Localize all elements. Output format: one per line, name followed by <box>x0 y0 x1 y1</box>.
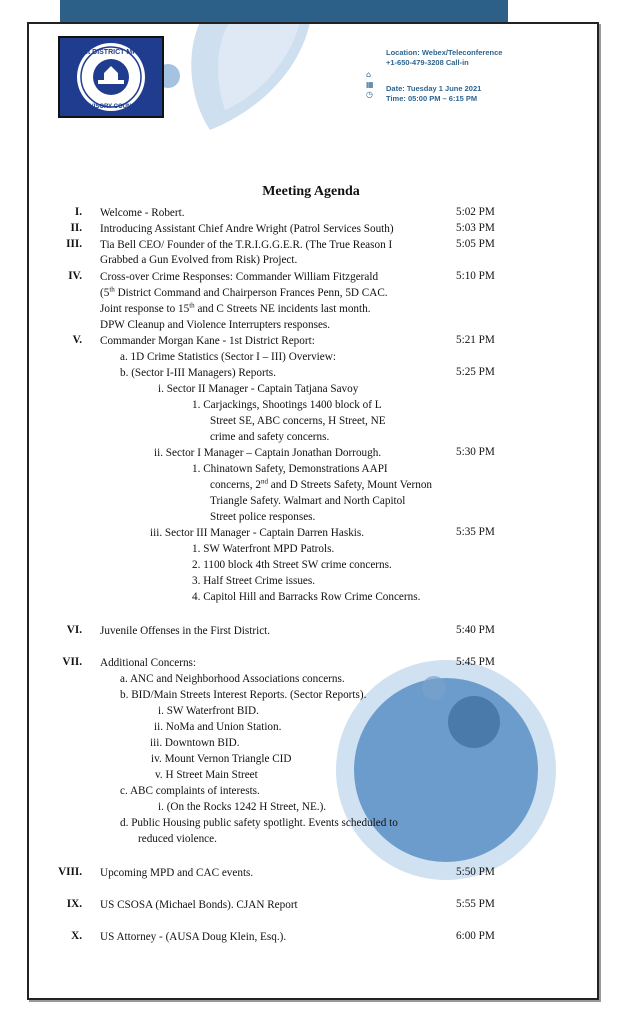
sub-item: iv. Mount Vernon Triangle CID <box>151 753 292 765</box>
sub-item: i. Sector II Manager - Captain Tatjana Savoy <box>158 383 359 395</box>
item-text: Grabbed a Gun Evolved from Risk) Project. <box>100 254 298 266</box>
item-time: 5:40 PM <box>456 624 495 636</box>
sub-item: concerns, 2nd and D Streets Safety, Mount Vernon <box>210 477 433 491</box>
item-number: VIII. <box>58 866 82 878</box>
item-time: 5:50 PM <box>456 866 495 878</box>
item-time: 6:00 PM <box>456 930 495 942</box>
calendar-icon: ▦ <box>366 80 374 89</box>
time-text: Time: 05:00 PM – 6:15 PM <box>386 94 478 103</box>
item-time: 5:03 PM <box>456 222 495 234</box>
sub-item: i. SW Waterfront BID. <box>158 705 259 717</box>
item-text: Juvenile Offenses in the First District. <box>100 625 271 637</box>
sub-item: b. BID/Main Streets Interest Reports. (Sector Reports). <box>120 689 367 701</box>
cac-logo <box>58 36 164 118</box>
item-time: 5:55 PM <box>456 898 495 910</box>
location-text: Location: Webex/Teleconference <box>386 48 503 57</box>
item-time: 5:45 PM <box>456 656 495 668</box>
sub-item: reduced violence. <box>138 833 217 845</box>
sub-item: Triangle Safety. Walmart and North Capitol <box>210 495 406 507</box>
item-text: Additional Concerns: <box>100 657 197 669</box>
item-text: DPW Cleanup and Violence Interrupters responses. <box>100 319 331 331</box>
item-number: VI. <box>66 624 82 636</box>
item-number: IX. <box>66 898 82 910</box>
item-time: 5:05 PM <box>456 238 495 250</box>
sub-item: crime and safety concerns. <box>210 431 330 443</box>
sub-item: iii. Downtown BID. <box>150 737 240 749</box>
sub-item: 1. SW Waterfront MPD Patrols. <box>192 543 335 555</box>
header-icons <box>366 70 374 100</box>
item-text: US Attorney - (AUSA Doug Klein, Esq.). <box>100 931 287 943</box>
home-icon: ⌂ <box>366 70 372 79</box>
item-number: IV. <box>68 270 82 282</box>
agenda-title: Meeting Agenda <box>262 184 360 199</box>
item-time: 5:35 PM <box>456 526 495 538</box>
item-number: V. <box>72 334 82 346</box>
sub-item: a. 1D Crime Statistics (Sector I – III) Overview: <box>120 351 336 363</box>
item-text: Upcoming MPD and CAC events. <box>100 867 254 879</box>
item-number: I. <box>74 206 82 218</box>
svg-text:1st DISTRICT MPD: 1st DISTRICT MPD <box>80 49 142 56</box>
item-number: X. <box>71 930 82 942</box>
sub-item: a. ANC and Neighborhood Associations concerns. <box>120 673 345 685</box>
clock-icon: ◷ <box>366 90 373 99</box>
item-time: 5:25 PM <box>456 366 495 378</box>
sub-item: 2. 1100 block 4th Street SW crime concerns. <box>192 559 392 571</box>
item-number: II. <box>70 222 82 234</box>
svg-text:ADVISORY COUNCIL: ADVISORY COUNCIL <box>80 104 142 110</box>
sub-item: 4. Capitol Hill and Barracks Row Crime Concerns. <box>192 591 421 603</box>
sub-item: iii. Sector III Manager - Captain Darren Haskis. <box>150 527 365 539</box>
phone-text: +1-650-479-3208 Call-in <box>386 58 469 67</box>
sub-item: ii. NoMa and Union Station. <box>154 721 282 733</box>
date-text: Date: Tuesday 1 June 2021 <box>386 84 482 93</box>
sub-item: c. ABC complaints of interests. <box>120 785 260 797</box>
item-text: Introducing Assistant Chief Andre Wright (Patrol Services South) <box>100 223 394 235</box>
item-time: 5:21 PM <box>456 334 495 346</box>
meeting-location <box>386 48 502 68</box>
item-text: Tia Bell CEO/ Founder of the T.R.I.G.G.E.R. (The True Reason I <box>100 239 393 251</box>
meeting-datetime <box>386 84 481 104</box>
sub-item: Street SE, ABC concerns, H Street, NE <box>210 415 386 427</box>
sub-item: i. (On the Rocks 1242 H Street, NE.). <box>158 801 327 813</box>
item-number: VII. <box>62 656 82 668</box>
sub-item: 3. Half Street Crime issues. <box>192 575 316 587</box>
sub-item: d. Public Housing public safety spotlight. Events scheduled to <box>120 817 398 829</box>
item-time: 5:30 PM <box>456 446 495 458</box>
sub-item: Street police responses. <box>210 511 316 523</box>
item-text: (5th District Command and Chairperson Frances Penn, 5D CAC. <box>100 285 388 299</box>
sub-item: 1. Chinatown Safety, Demonstrations AAPI <box>192 463 388 475</box>
item-text: Welcome - Robert. <box>100 207 185 219</box>
sub-item: b. (Sector I-III Managers) Reports. <box>120 367 276 379</box>
item-text: US CSOSA (Michael Bonds). CJAN Report <box>100 899 298 911</box>
sub-item: 1. Carjackings, Shootings 1400 block of L <box>192 399 382 411</box>
item-text: Joint response to 15th and C Streets NE incidents last month. <box>100 301 371 315</box>
item-text: Cross-over Crime Responses: Commander William Fitzgerald <box>100 271 379 283</box>
item-text: Commander Morgan Kane - 1st District Report: <box>100 335 315 347</box>
sub-item: v. H Street Main Street <box>155 769 258 781</box>
item-time: 5:02 PM <box>456 206 495 218</box>
item-number: III. <box>66 238 82 250</box>
item-time: 5:10 PM <box>456 270 495 282</box>
sub-item: ii. Sector I Manager – Captain Jonathan Dorrough. <box>154 447 382 459</box>
